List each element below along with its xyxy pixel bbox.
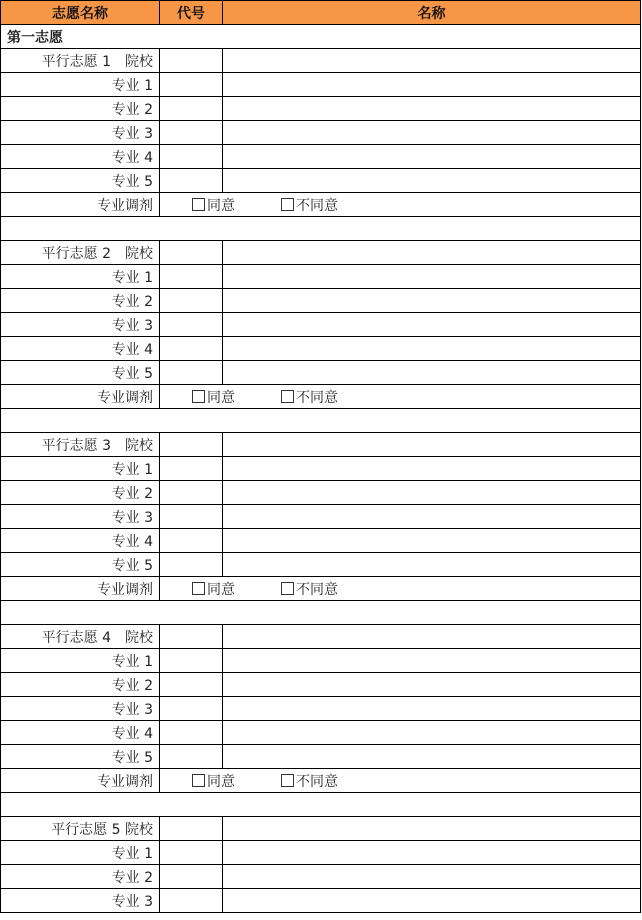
major-label: 专业 4 bbox=[1, 145, 160, 169]
major-row bbox=[1, 169, 641, 193]
school-code-cell[interactable] bbox=[160, 625, 223, 649]
adjust-row bbox=[1, 385, 641, 409]
spacer-row bbox=[1, 793, 641, 817]
major-label: 专业 1 bbox=[1, 457, 160, 481]
major-code-cell[interactable] bbox=[160, 265, 223, 289]
header-col-title: 名称 bbox=[223, 1, 641, 25]
major-code-cell[interactable] bbox=[160, 745, 223, 769]
major-code-cell[interactable] bbox=[160, 649, 223, 673]
major-label: 专业 5 bbox=[1, 169, 160, 193]
major-name-cell[interactable] bbox=[223, 745, 641, 769]
major-row bbox=[1, 505, 641, 529]
disagree-checkbox[interactable] bbox=[281, 582, 294, 595]
major-code-cell[interactable] bbox=[160, 73, 223, 97]
adjust-row bbox=[1, 577, 641, 601]
spacer-cell bbox=[1, 601, 641, 625]
major-code-cell[interactable] bbox=[160, 721, 223, 745]
major-name-cell[interactable] bbox=[223, 505, 641, 529]
header-row bbox=[1, 1, 641, 25]
major-code-cell[interactable] bbox=[160, 697, 223, 721]
school-row bbox=[1, 241, 641, 265]
major-label: 专业 3 bbox=[1, 697, 160, 721]
school-row bbox=[1, 49, 641, 73]
school-label: 平行志愿 1 院校 bbox=[1, 49, 160, 73]
major-name-cell[interactable] bbox=[223, 889, 641, 913]
major-code-cell[interactable] bbox=[160, 361, 223, 385]
major-label: 专业 1 bbox=[1, 265, 160, 289]
major-row bbox=[1, 673, 641, 697]
major-code-cell[interactable] bbox=[160, 865, 223, 889]
disagree-label: 不同意 bbox=[296, 581, 338, 598]
major-row bbox=[1, 481, 641, 505]
agree-option[interactable] bbox=[192, 195, 235, 215]
adjust-label: 专业调剂 bbox=[1, 769, 160, 793]
major-name-cell[interactable] bbox=[223, 73, 641, 97]
major-label: 专业 2 bbox=[1, 865, 160, 889]
major-row bbox=[1, 889, 641, 913]
agree-label: 同意 bbox=[207, 581, 235, 598]
major-name-cell[interactable] bbox=[223, 289, 641, 313]
major-name-cell[interactable] bbox=[223, 529, 641, 553]
major-name-cell[interactable] bbox=[223, 553, 641, 577]
major-row bbox=[1, 745, 641, 769]
major-row bbox=[1, 697, 641, 721]
school-row bbox=[1, 817, 641, 841]
major-name-cell[interactable] bbox=[223, 265, 641, 289]
school-name-cell[interactable] bbox=[223, 625, 641, 649]
disagree-checkbox[interactable] bbox=[281, 390, 294, 403]
school-name-cell[interactable] bbox=[223, 433, 641, 457]
major-label: 专业 3 bbox=[1, 889, 160, 913]
major-code-cell[interactable] bbox=[160, 97, 223, 121]
agree-option[interactable] bbox=[192, 579, 235, 599]
spacer-row bbox=[1, 409, 641, 433]
major-name-cell[interactable] bbox=[223, 673, 641, 697]
major-name-cell[interactable] bbox=[223, 721, 641, 745]
major-code-cell[interactable] bbox=[160, 481, 223, 505]
major-code-cell[interactable] bbox=[160, 673, 223, 697]
major-row bbox=[1, 649, 641, 673]
major-label: 专业 3 bbox=[1, 505, 160, 529]
major-name-cell[interactable] bbox=[223, 697, 641, 721]
school-name-cell[interactable] bbox=[223, 49, 641, 73]
major-label: 专业 5 bbox=[1, 745, 160, 769]
adjust-label: 专业调剂 bbox=[1, 577, 160, 601]
adjust-options bbox=[160, 193, 641, 217]
major-name-cell[interactable] bbox=[223, 97, 641, 121]
major-name-cell[interactable] bbox=[223, 337, 641, 361]
major-name-cell[interactable] bbox=[223, 481, 641, 505]
major-row bbox=[1, 553, 641, 577]
major-code-cell[interactable] bbox=[160, 121, 223, 145]
agree-label: 同意 bbox=[207, 773, 235, 790]
major-label: 专业 4 bbox=[1, 721, 160, 745]
adjust-options bbox=[160, 577, 641, 601]
major-label: 专业 1 bbox=[1, 841, 160, 865]
section-title: 第一志愿 bbox=[1, 25, 641, 49]
major-row bbox=[1, 313, 641, 337]
major-name-cell[interactable] bbox=[223, 457, 641, 481]
disagree-label: 不同意 bbox=[296, 389, 338, 406]
major-label: 专业 1 bbox=[1, 649, 160, 673]
major-row bbox=[1, 457, 641, 481]
major-label: 专业 5 bbox=[1, 553, 160, 577]
spacer-cell bbox=[1, 409, 641, 433]
adjust-options bbox=[160, 769, 641, 793]
major-row bbox=[1, 721, 641, 745]
spacer-row bbox=[1, 601, 641, 625]
major-label: 专业 3 bbox=[1, 121, 160, 145]
major-row bbox=[1, 97, 641, 121]
school-code-cell[interactable] bbox=[160, 49, 223, 73]
school-label: 平行志愿 5 院校 bbox=[1, 817, 160, 841]
major-label: 专业 1 bbox=[1, 73, 160, 97]
major-label: 专业 4 bbox=[1, 529, 160, 553]
major-row bbox=[1, 289, 641, 313]
major-name-cell[interactable] bbox=[223, 169, 641, 193]
major-code-cell[interactable] bbox=[160, 289, 223, 313]
school-code-cell[interactable] bbox=[160, 817, 223, 841]
major-row bbox=[1, 73, 641, 97]
major-label: 专业 2 bbox=[1, 97, 160, 121]
major-row bbox=[1, 265, 641, 289]
major-code-cell[interactable] bbox=[160, 145, 223, 169]
disagree-checkbox[interactable] bbox=[281, 198, 294, 211]
major-label: 专业 2 bbox=[1, 481, 160, 505]
adjust-row bbox=[1, 769, 641, 793]
agree-label: 同意 bbox=[207, 389, 235, 406]
agree-checkbox[interactable] bbox=[192, 198, 205, 211]
major-code-cell[interactable] bbox=[160, 337, 223, 361]
agree-label: 同意 bbox=[207, 197, 235, 214]
major-row bbox=[1, 145, 641, 169]
school-name-cell[interactable] bbox=[223, 817, 641, 841]
header-col-code: 代号 bbox=[160, 1, 223, 25]
major-label: 专业 5 bbox=[1, 361, 160, 385]
spacer-row bbox=[1, 217, 641, 241]
major-row bbox=[1, 841, 641, 865]
school-row bbox=[1, 433, 641, 457]
school-label: 平行志愿 2 院校 bbox=[1, 241, 160, 265]
disagree-label: 不同意 bbox=[296, 197, 338, 214]
major-name-cell[interactable] bbox=[223, 649, 641, 673]
school-name-cell[interactable] bbox=[223, 241, 641, 265]
major-row bbox=[1, 361, 641, 385]
major-code-cell[interactable] bbox=[160, 505, 223, 529]
school-label: 平行志愿 3 院校 bbox=[1, 433, 160, 457]
disagree-checkbox[interactable] bbox=[281, 774, 294, 787]
school-row bbox=[1, 625, 641, 649]
agree-checkbox[interactable] bbox=[192, 774, 205, 787]
spacer-cell bbox=[1, 217, 641, 241]
agree-checkbox[interactable] bbox=[192, 582, 205, 595]
major-code-cell[interactable] bbox=[160, 169, 223, 193]
major-row bbox=[1, 529, 641, 553]
major-name-cell[interactable] bbox=[223, 865, 641, 889]
adjust-label: 专业调剂 bbox=[1, 385, 160, 409]
header-col-name: 志愿名称 bbox=[1, 1, 160, 25]
school-label: 平行志愿 4 院校 bbox=[1, 625, 160, 649]
school-code-cell[interactable] bbox=[160, 433, 223, 457]
major-label: 专业 4 bbox=[1, 337, 160, 361]
adjust-options bbox=[160, 385, 641, 409]
major-code-cell[interactable] bbox=[160, 553, 223, 577]
major-code-cell[interactable] bbox=[160, 313, 223, 337]
section-row bbox=[1, 25, 641, 49]
spacer-cell bbox=[1, 793, 641, 817]
adjust-row bbox=[1, 193, 641, 217]
disagree-option[interactable] bbox=[281, 387, 338, 407]
agree-option[interactable] bbox=[192, 387, 235, 407]
agree-option[interactable] bbox=[192, 771, 235, 791]
major-name-cell[interactable] bbox=[223, 361, 641, 385]
major-code-cell[interactable] bbox=[160, 457, 223, 481]
major-label: 专业 2 bbox=[1, 289, 160, 313]
major-label: 专业 2 bbox=[1, 673, 160, 697]
major-code-cell[interactable] bbox=[160, 841, 223, 865]
major-row bbox=[1, 865, 641, 889]
major-name-cell[interactable] bbox=[223, 841, 641, 865]
major-code-cell[interactable] bbox=[160, 529, 223, 553]
major-row bbox=[1, 337, 641, 361]
major-row bbox=[1, 121, 641, 145]
major-label: 专业 3 bbox=[1, 313, 160, 337]
disagree-label: 不同意 bbox=[296, 773, 338, 790]
agree-checkbox[interactable] bbox=[192, 390, 205, 403]
disagree-option[interactable] bbox=[281, 579, 338, 599]
major-name-cell[interactable] bbox=[223, 145, 641, 169]
adjust-label: 专业调剂 bbox=[1, 193, 160, 217]
major-name-cell[interactable] bbox=[223, 121, 641, 145]
major-name-cell[interactable] bbox=[223, 313, 641, 337]
major-code-cell[interactable] bbox=[160, 889, 223, 913]
school-code-cell[interactable] bbox=[160, 241, 223, 265]
disagree-option[interactable] bbox=[281, 195, 338, 215]
disagree-option[interactable] bbox=[281, 771, 338, 791]
